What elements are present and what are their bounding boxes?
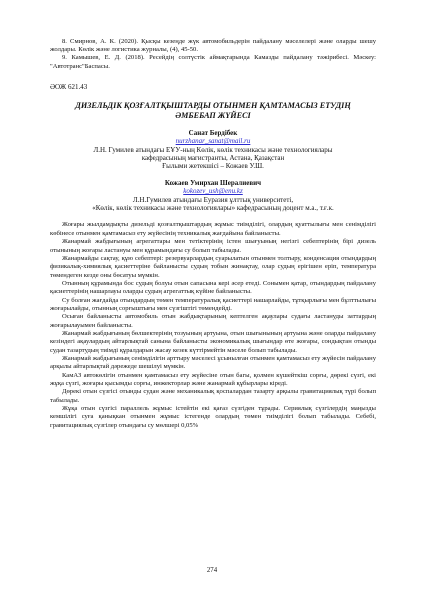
- paragraph: Жұқа отын сүзгісі параллель жұмыс істейтін екі қағаз сүзгіден тұрады. Сериялық сүзгілердің маңызды кемшілігі суға қанықкан отынмен жұмыс істегенде олардың төмен тиімділігі болып табылады. Себебі, гравитациялық сүзгілер отындағы су мөлшері 0,05%: [50, 405, 376, 429]
- author-block-1: [50, 129, 376, 171]
- paragraph: КамАЗ автокөлігін отынмен қамтамасыз ету жүйесіне отын багы, қолмен күшейткіш сорғы, дөрекі сүзгі, екі жұқа сүзгі, жоғары қысымды сорғы, инжекторлар және жанармай құбырлары кіреді.: [50, 371, 376, 387]
- paragraph: Жанармай жабдығының бөлшектерінің тозуының артуына, отын шығынының артуына және оларды пайдалану кезіндегі ақаулардың айтарлықтай санына байланысты экономикалық шығындар өте жоғары, сондықтан отынды судан тазартудың тиімді құралдарын жасау кезек күттірмейтін мәселе болып табылады.: [50, 329, 376, 354]
- author-affiliation: Л.Н. Гумилев атындағы ЕҰУ-ның Көлік, көлік техникасы және технологиялары: [93, 145, 333, 154]
- paragraph: Осыған байланысты автомобиль отын жабдықтарының кептелген ақаулары судағы ластануды заттардың жоғарылауымен байланысты.: [50, 313, 376, 329]
- paragraph: Жанармайды сақтау, құю себептері: резервуарлардың суарылатын отынмен толтыру, конденсация отындардың физикалық-химиялық қасиеттеріне байланысты судың тобын жинақтау, олар судың ерігішен еріп, температура төмендеген кезде оны бөсатуы мүмкін.: [50, 254, 376, 279]
- paragraph: Жоғары жылдамдықты дизельді қозғалтқыштардың жұмыс тиімділігі, олардың қуаттылығы мен сенімділігі көбінесе отынмен қамтамасыз ету жүйесінің техникалық жағдайына байланысты.: [50, 221, 376, 237]
- author-affiliation: Л.Н.Гумилев атындағы Еуразия ұлттық университеті,: [132, 195, 294, 204]
- paragraph: Жанармай жабдығының сенімділігін арттыру мәселесі ұсынылған отынмен қамтамасыз ету жүйесін пайдалану арқылы айтарлықтай дәрежеде шешілуі мүмкін.: [50, 354, 376, 371]
- paragraph: Жанармай жабдығының агрегаттары мен тетіктерінің істен шығуының негізгі себептерінің бірі дизель отынының жоғары ластануы мен құрамындағы су болып табылады.: [50, 238, 376, 254]
- author-name: Санат Бердібек: [188, 128, 238, 137]
- body-text: [50, 221, 376, 430]
- references: [50, 38, 376, 71]
- author-email-link[interactable]: nurzhanar_sanat@mail.ru: [175, 137, 251, 146]
- paper-title: [50, 101, 376, 121]
- title-line: ДИЗЕЛЬДІК ҚОЗҒАЛТҚЫШТАРДЫ ОТЫНМЕН ҚАМТАМАСЫЗ ЕТУДІҢ: [75, 100, 351, 110]
- author-supervisor: Ғылыми жетекшісі – Кожаев У.Ш.: [162, 162, 264, 171]
- reference-item: 9. Камышев, Е. Д. (2018). Ресейдің солтүстік аймақтарында Камазды пайдалану тәжірибесі. Мәскеу: "Автотранс"Баспасы.: [50, 54, 376, 70]
- reference-item: 8. Смирнов, А. К. (2020). Қысқы кезеңде жүк автомобильдерін пайдалану мәселелері және оларды шешу жолдары. Көлік және логистика журналы, (4), 45-50.: [50, 38, 376, 54]
- title-line: ӘМБЕБАП ЖҮЙЕСІ: [175, 110, 251, 120]
- author-name: Кожаев Умирхан Шералиевич: [164, 178, 262, 187]
- paragraph: Отынның құрамында бос судың болуы отын сапасына кері әсер етеді. Сонымен қатар, отындардың пайдалану қасиеттерінің нашарлауы оларды судың агрегаттық күйіне байланысты.: [50, 279, 376, 296]
- paragraph: Дөрекі отын сүзгісі отынды судан және механикалық қоспалардан тазарту арқылы гравитациялық түрі болып табылады.: [50, 388, 376, 404]
- udk-code: ӘОЖ 621.43: [50, 82, 88, 91]
- paragraph: Су болған жағдайда отындардың төмен температуралық қасиеттері нашарлайды, тұтқырлығы мен бұлттылығы жоғарылайды, отынның сорғыштығы мен сүзгіштігі төмендейді.: [50, 296, 376, 312]
- page-number: 274: [206, 567, 218, 574]
- author-block-2: [50, 179, 376, 213]
- author-affiliation: «Көлік, көлік техникасы және технологиялары» кафедрасының доцент м.а., т.ғ.к.: [92, 204, 334, 213]
- author-email-link[interactable]: kokozev_ush@enu.kz: [183, 187, 243, 196]
- author-affiliation: кафедрасының магистранты, Астана, Қазақстан: [141, 154, 285, 163]
